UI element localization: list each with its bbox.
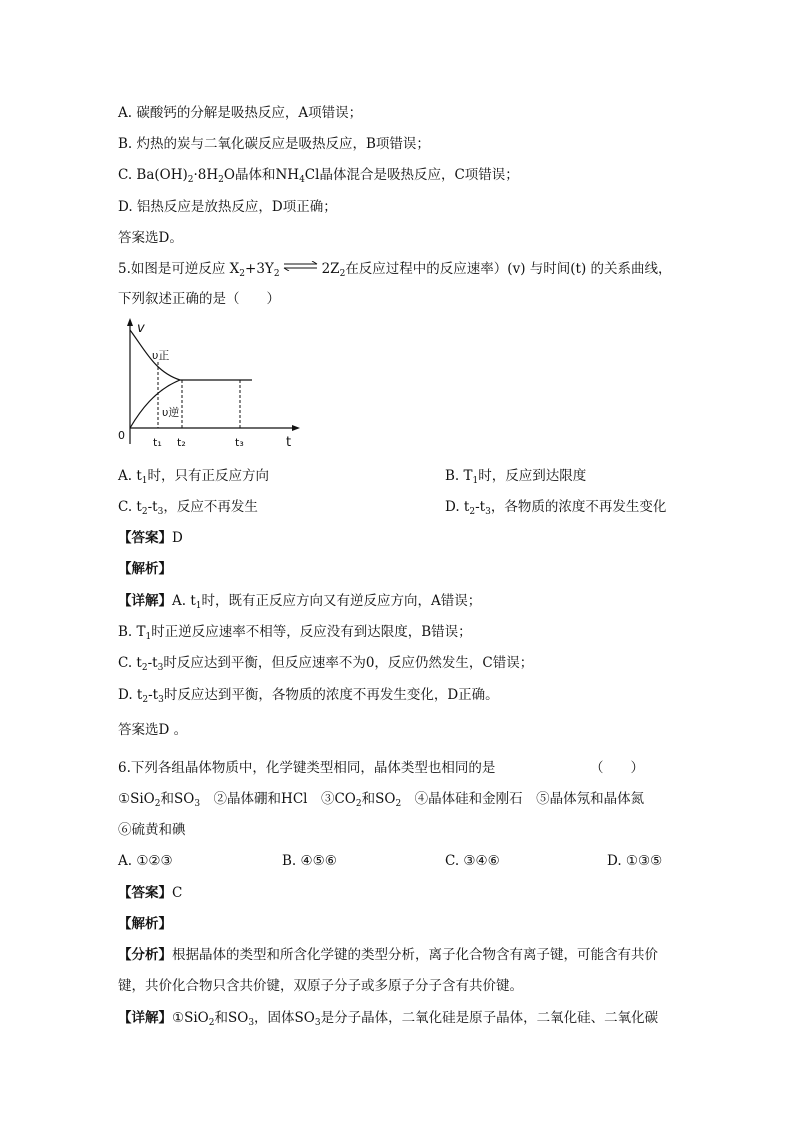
q5-option-a: A. $t_1$时，只有正反应方向	[118, 468, 269, 486]
t1-label: t₁	[153, 436, 162, 449]
q6-jiexi-heading: 【解析】	[118, 916, 172, 932]
q4-option-a: A. 碳酸钙的分解是吸热反应，A项错误；	[118, 105, 363, 121]
t2-label: t₂	[177, 436, 186, 449]
q6-fenxi-line1: 【分析】根据晶体的类型和所含化学键的类型分析，离子化合物含有离子键，可能含有共价	[118, 947, 658, 963]
q5-option-d: D. $t_2-t_3$，各物质的浓度不再发生变化	[445, 499, 667, 517]
q4-option-c: C. $Ba(OH)_2\cdot 8H_2O$晶体和$NH_4Cl$晶体混合是吸热反应，C项错误；	[118, 167, 519, 185]
forward-rate-label: υ正	[152, 349, 170, 362]
q5-jiexi-heading: 【解析】	[118, 561, 172, 577]
q4-answer: 答案选D。	[118, 230, 183, 246]
q6-option-c: C. ③④⑥	[445, 853, 500, 869]
y-axis-label: v	[137, 321, 145, 336]
t3-label: t₃	[235, 436, 244, 449]
q5-answer: 【答案】D	[118, 530, 183, 546]
q5-detail-b: B. $T_1$时正逆反应速率不相等，反应没有到达限度，B错误；	[118, 624, 472, 642]
x-axis-label: t	[286, 435, 292, 450]
q6-detail: 【详解】①SiO$_2$和$SO_3$，固体$SO_3$是分子晶体，二氧化硅是原子晶体，二氧化硅、二氧化碳	[118, 1010, 659, 1028]
origin-label: 0	[118, 429, 125, 442]
reverse-rate-label: υ逆	[162, 406, 180, 419]
q6-option-d: D. ①③⑤	[607, 853, 663, 869]
q5-stem-line2: 下列叙述正确的是（ ）	[118, 291, 280, 307]
reversible-arrow-icon	[283, 261, 319, 271]
q6-items-line1: ①SiO$_2$和$SO_3$ ②晶体硼和HCl $③CO_2$和$SO_2$ ④晶体硅和金刚石 ⑤晶体氖和晶体氮	[118, 791, 645, 809]
q5-detail-a: 【详解】A. $t_1$时，既有正反应方向又有逆反应方向，A错误；	[118, 593, 482, 611]
q6-answer-paren: （ ）	[590, 760, 644, 776]
q5-detail-c: C. $t_2-t_3$时反应达到平衡，但反应速率不为0，反应仍然发生，C错误；	[118, 655, 534, 673]
q6-items-line2: ⑥硫黄和碘	[118, 822, 186, 838]
q6-option-b: B. ④⑤⑥	[282, 853, 337, 869]
q5-answer-end: 答案选D 。	[118, 722, 188, 738]
q5-option-b: B. $T_1$时，反应到达限度	[445, 468, 587, 486]
q5-option-c: C. $t_2-t_3$，反应不再发生	[118, 499, 258, 517]
y-axis-arrow-icon	[127, 318, 133, 326]
q4-option-b: B. 灼热的炭与二氧化碳反应是吸热反应，B项错误；	[118, 136, 430, 152]
q5-stem: 5.如图是可逆反应 $X_2+3Y_2$ $2Z_2$在反应过程中的反应速率）(v) 与时间(t) 的关系曲线，	[118, 261, 672, 279]
q4-option-d: D. 铝热反应是放热反应，D项正确；	[118, 199, 337, 215]
q6-stem: 6.下列各组晶体物质中，化学键类型相同，晶体类型也相同的是	[118, 760, 496, 776]
rate-time-graph	[110, 316, 305, 456]
q6-option-a: A. ①②③	[118, 853, 173, 869]
x-axis-arrow-icon	[292, 425, 300, 431]
reverse-rate-curve	[130, 380, 180, 428]
q5-detail-d: D. $t_2-t_3$时反应达到平衡，各物质的浓度不再发生变化，D正确。	[118, 687, 499, 705]
q6-fenxi-line2: 键，共价化合物只含共价键，双原子分子或多原子分子含有共价键。	[118, 978, 523, 994]
q6-answer: 【答案】C	[118, 885, 183, 901]
